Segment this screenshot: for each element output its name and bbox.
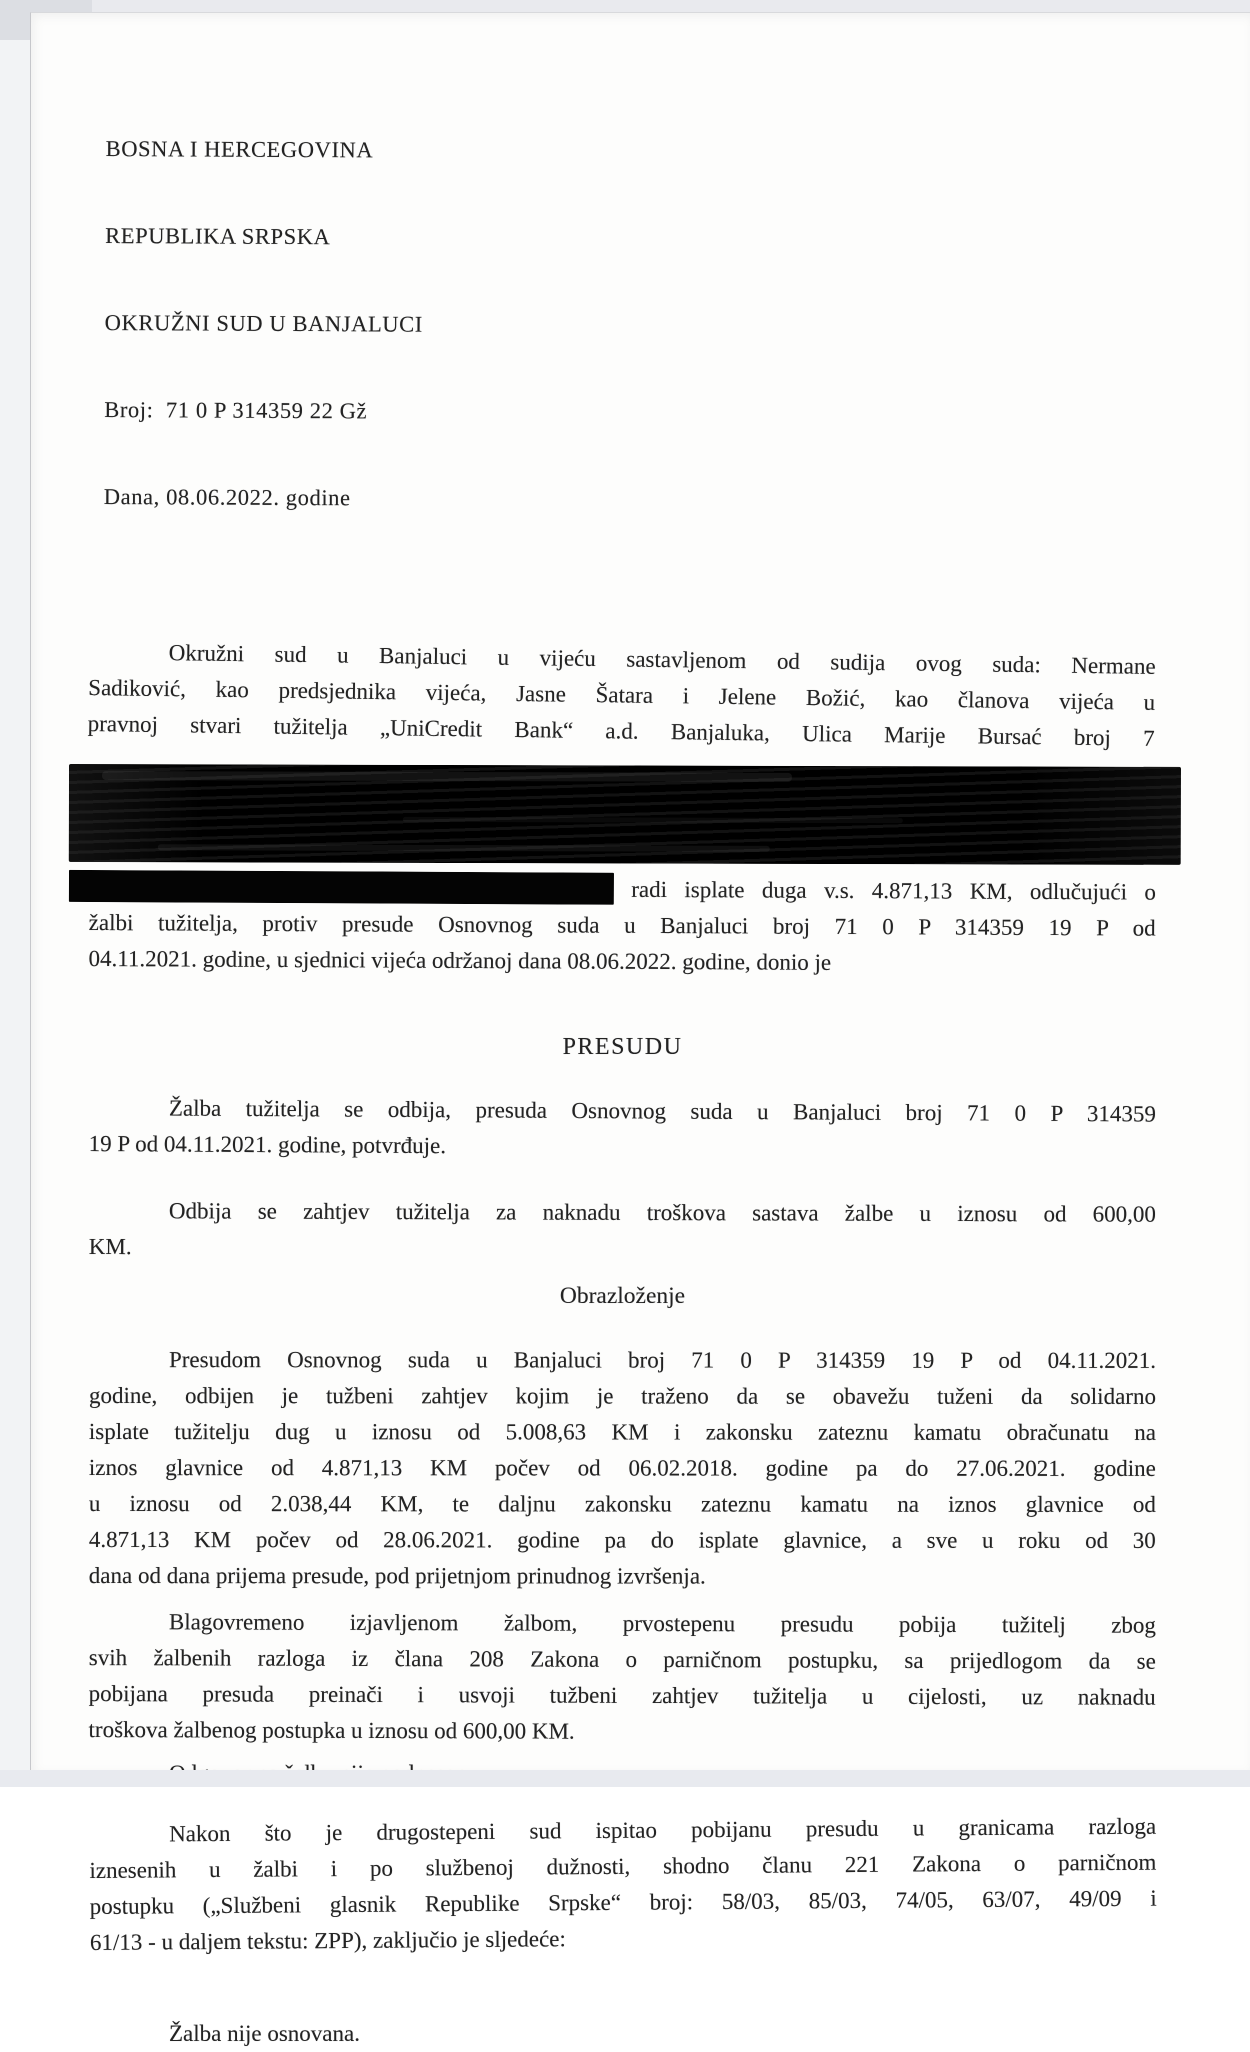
reasoning-heading: Obrazloženje (559, 1283, 686, 1309)
scan-top-edge (0, 0, 1250, 12)
ruling-line: Odbija se zahtjev tužitelja za naknadu troškova sastava žalbe u iznosu od 600,00 (168, 1198, 1156, 1227)
reasoning-line: troškova žalbenog postupka u iznosu od 600,00 KM. (88, 1716, 575, 1744)
reasoning-line: Blagovremeno izjavljenom žalbom, prvostepenu presudu pobija tužitelj zbog (168, 1609, 1156, 1638)
redaction-bar (69, 764, 1181, 865)
header-entity: REPUBLIKA SRPSKA (105, 222, 331, 250)
header-country: BOSNA I HERCEGOVINA (105, 135, 374, 163)
redaction-smudge (102, 771, 791, 782)
reasoning-line: 61/13 - u daljem tekstu: ZPP), zaključio je sljedeće: (89, 1926, 566, 1955)
reasoning-paragraph-5 (89, 2016, 1156, 2052)
reasoning-line: 4.871,13 KM počev od 28.06.2021. godine pa do isplate glavnice, a sve u roku od 30 (88, 1526, 1156, 1553)
redaction-smudge (402, 817, 902, 823)
ruling-line: Žalba tužitelja se odbija, presuda Osnovnog suda u Banjaluci broj 71 0 P 314359 (168, 1095, 1156, 1127)
reasoning-line: postupku („Službeni glasnik Republike Srpske“ broj: 58/03, 85/03, 74/05, 63/07, 49/09 i (89, 1885, 1157, 1919)
ruling-line: 19 P od 04.11.2021. godine, potvrđuje. (88, 1130, 447, 1159)
reasoning-line: iznesenih u žalbi i po službenoj dužnosti, shodno članu 221 Zakona o parničnom (89, 1849, 1157, 1883)
reasoning-line: Žalba nije osnovana. (169, 2021, 360, 2046)
intro-line-text: radi isplate duga v.s. 4.871,13 KM, odlučujući o (631, 876, 1156, 905)
reasoning-paragraph-4 (89, 1809, 1157, 1961)
scan-bottom-edge (0, 1770, 1250, 1787)
ruling-line: KM. (88, 1233, 132, 1260)
judgment-heading: PRESUDU (562, 1034, 683, 1060)
reasoning-line: pobijana presuda preinači i usvoji tužbeni zahtjev tužitelja u cijelosti, uz naknadu (88, 1680, 1156, 1710)
redaction-smudge (158, 844, 770, 852)
intro-line: 04.11.2021. godine, u sjednici vijeća održanoj dana 08.06.2022. godine, donio je (88, 945, 832, 975)
ruling-paragraph-1 (89, 1090, 1156, 1169)
intro-line: Okružni sud u Banjaluci u vijeću sastavljenom od sudija ovog suda: Nermane (168, 640, 1156, 679)
intro-paragraph-after-redaction (88, 869, 1156, 983)
header-court: OKRUŽNI SUD U BANJALUCI (104, 309, 423, 337)
reasoning-line: dana od dana prijema presude, pod prijetnjom prinudnog izvršenja. (88, 1562, 706, 1589)
intro-line: žalbi tužitelja, protiv presude Osnovnog suda u Banjaluci broj 71 0 P 314359 19 P od (88, 909, 1156, 941)
document-page (30, 12, 1250, 2046)
reasoning-line: u iznosu od 2.038,44 KM, te daljnu zakonsku zateznu kamatu na iznos glavnice od (88, 1491, 1156, 1517)
redaction-chunk (69, 870, 614, 905)
case-number: Broj: 71 0 P 314359 22 Gž (104, 396, 368, 424)
reasoning-line: isplate tužitelju dug u iznosu od 5.008,63 KM i zakonsku zateznu kamatu obračunatu na (88, 1419, 1156, 1445)
intro-line: Sadiković, kao predsjednika vijeća, Jasne Šatara i Jelene Božić, kao članova vijeća u (88, 674, 1156, 715)
reasoning-paragraph-2 (88, 1604, 1155, 1752)
ruling-paragraph-2 (89, 1193, 1156, 1269)
intro-paragraph (87, 634, 1155, 757)
reasoning-line: svih žalbenih razloga iz člana 208 Zakona o parničnom postupku, sa prijedlogom da se (88, 1644, 1156, 1674)
reasoning-line: godine, odbijen je tužbeni zahtjev kojim je traženo da se obavežu tuženi da solidarno (88, 1383, 1156, 1409)
document-content (89, 13, 1156, 2052)
reasoning-line: Presudom Osnovnog suda u Banjaluci broj 71 0 P 314359 19 P od 04.11.2021. (168, 1347, 1156, 1373)
intro-line: pravnoj stvari tužitelja „UniCredit Bank“ a.d. Banjaluka, Ulica Marije Bursać broj 7 (87, 710, 1155, 751)
document-date: Dana, 08.06.2022. godine (103, 483, 351, 511)
reasoning-line: iznos glavnice od 4.871,13 KM počev od 06.02.2018. godine pa do 27.06.2021. godine (88, 1455, 1156, 1481)
court-header (103, 76, 1156, 574)
reasoning-line: Nakon što je drugostepeni sud ispitao pobijanu presudu u granicama razloga (169, 1813, 1157, 1847)
intro-line-partially-redacted (89, 869, 1156, 911)
reasoning-paragraph-1 (89, 1342, 1156, 1595)
